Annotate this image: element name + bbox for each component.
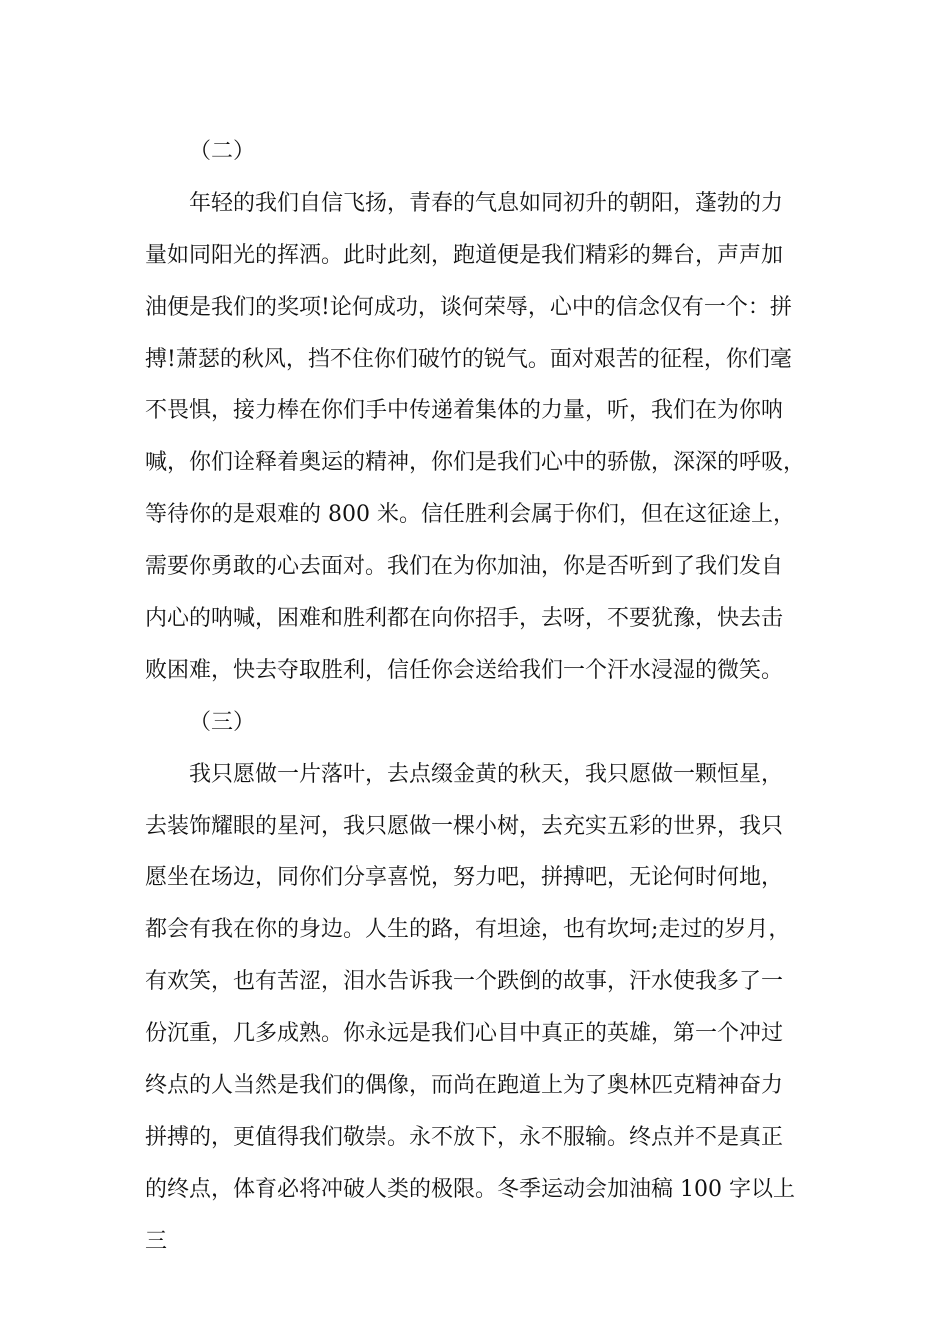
paragraph-line: 量如同阳光的挥洒。此时此刻，跑道便是我们精彩的舞台，声声加 bbox=[145, 242, 784, 268]
paragraph-line: 去装饰耀眼的星河，我只愿做一棵小树，去充实五彩的世界，我只 bbox=[145, 813, 784, 839]
paragraph-line: 内心的呐喊，困难和胜利都在向你招手，去呀，不要犹豫，快去击 bbox=[145, 606, 784, 632]
paragraph-line: 拼搏的，更值得我们敬崇。永不放下，永不服输。终点并不是真正 bbox=[145, 1124, 784, 1150]
paragraph-line: 喊，你们诠释着奥运的精神，你们是我们心中的骄傲，深深的呼吸， bbox=[145, 450, 806, 476]
paragraph-line: 搏!萧瑟的秋风，挡不住你们破竹的锐气。面对艰苦的征程，你们毫 bbox=[145, 346, 792, 372]
paragraph-line: 终点的人当然是我们的偶像，而尚在跑道上为了奥林匹克精神奋力 bbox=[145, 1073, 784, 1099]
paragraph-line: 都会有我在你的身边。人生的路，有坦途，也有坎坷;走过的岁月， bbox=[145, 917, 791, 943]
paragraph-line: 有欢笑，也有苦涩，泪水告诉我一个跌倒的故事，汗水使我多了一 bbox=[145, 969, 784, 995]
paragraph-line: 三 bbox=[145, 1228, 168, 1254]
paragraph-line: 我只愿做一片落叶，去点缀金黄的秋天，我只愿做一颗恒星， bbox=[189, 761, 784, 787]
paragraph-line: 等待你的是艰难的 800 米。信任胜利会属于你们，但在这征途上， bbox=[145, 502, 795, 528]
paragraph-line: 败困难，快去夺取胜利，信任你会送给我们一个汗水浸湿的微笑。 bbox=[145, 657, 784, 683]
paragraph-line: 愿坐在场边，同你们分享喜悦，努力吧，拼搏吧，无论何时何地， bbox=[145, 865, 784, 891]
paragraph-line: 年轻的我们自信飞扬，青春的气息如同初升的朝阳，蓬勃的力 bbox=[189, 190, 784, 216]
paragraph-line: 份沉重，几多成熟。你永远是我们心目中真正的英雄，第一个冲过 bbox=[145, 1021, 784, 1047]
document-page bbox=[145, 126, 825, 1268]
paragraph-line: 的终点，体育必将冲破人类的极限。冬季运动会加油稿 100 字以上 bbox=[145, 1176, 795, 1202]
paragraph-line: 需要你勇敢的心去面对。我们在为你加油，你是否听到了我们发自 bbox=[145, 554, 784, 580]
section-heading: （三） bbox=[189, 709, 256, 735]
section-heading: （二） bbox=[189, 139, 256, 164]
paragraph-line: 油便是我们的奖项!论何成功，谈何荣辱，心中的信念仅有一个：拼 bbox=[145, 294, 792, 320]
paragraph-line: 不畏惧，接力棒在你们手中传递着集体的力量，听，我们在为你呐 bbox=[145, 398, 784, 424]
